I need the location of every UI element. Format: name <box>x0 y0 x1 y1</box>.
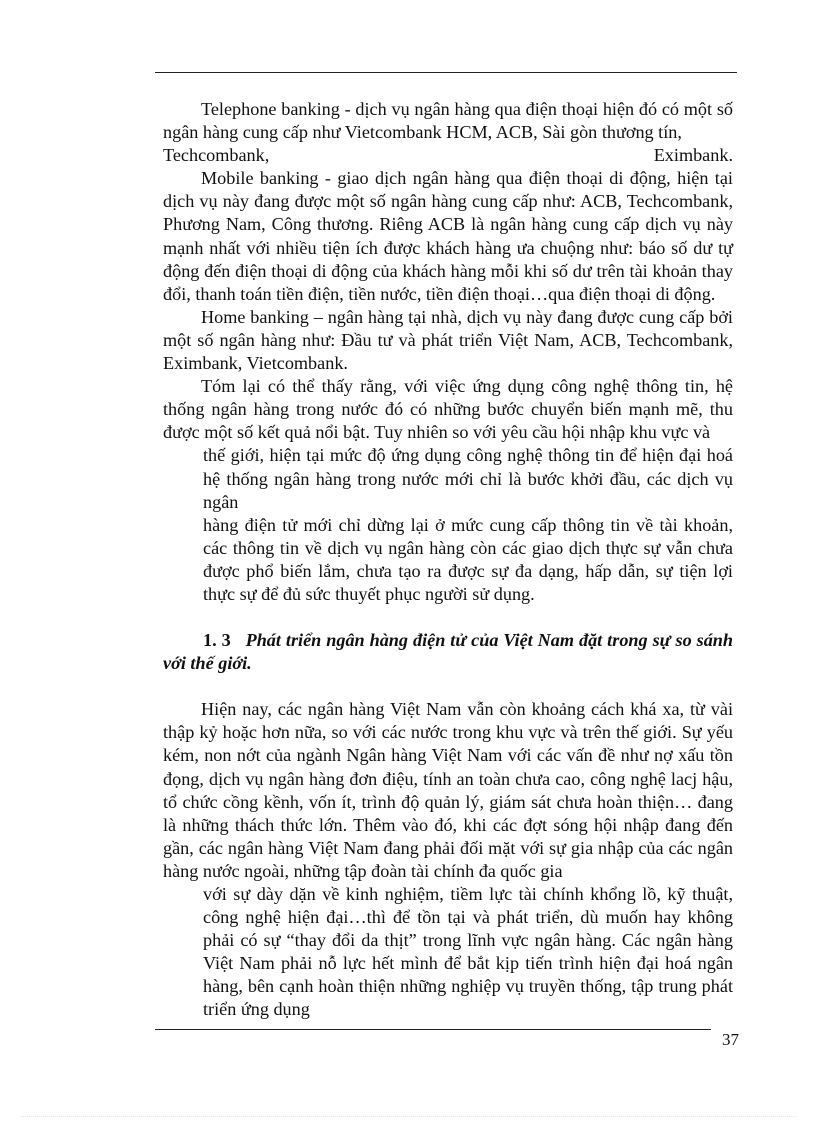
footer-rule <box>155 1029 711 1030</box>
telephone-tail-left: Techcombank, <box>163 145 270 166</box>
paragraph-home-banking: Home banking – ngân hàng tại nhà, dịch vụ này đang được cung cấp bởi một số ngân hàng như: Đầu tư và phát triển Việt Nam, ACB, Techcombank, Eximbank, Vietcombank. <box>163 306 733 374</box>
telephone-tail-right: Eximbank. <box>653 145 733 166</box>
body-text <box>163 98 733 1022</box>
section-heading <box>163 629 733 675</box>
paragraph-present-2: với sự dày dặn về kinh nghiệm, tiềm lực tài chính khổng lồ, kỹ thuật, công nghệ hiện đại…thì để tồn tại và phát triển, dù muốn hay không phải có sự “thay đổi da thịt” trong lĩnh vực ngân hàng. Các ngân hàng Việt Nam phải nỗ lực hết mình để bắt kịp tiến trình hiện đại hoá ngân hàng, bên cạnh hoàn thiện những nghiệp vụ truyền thống, tập trung phát triển ứng dụng <box>203 884 733 1020</box>
page-number: 37 <box>722 1030 739 1049</box>
header-rule <box>155 72 737 73</box>
page-edge <box>20 1116 796 1117</box>
paragraph-summary-2: thế giới, hiện tại mức độ ứng dụng công nghệ thông tin để hiện đại hoá hệ thống ngân hàng trong nước mới chỉ là bước khởi đầu, các dịch vụ ngân <box>203 445 733 512</box>
paragraph-mobile-banking: Mobile banking - giao dịch ngân hàng qua điện thoại di động, hiện tại dịch vụ này đang được một số ngân hàng cung cấp như: ACB, Techcombank, Phương Nam, Công thương. Riêng ACB là ngân hàng cung cấp dịch vụ này mạnh nhất với nhiều tiện ích được khách hàng ưa chuộng như: báo số dư tự động đến điện thoại di động của khách hàng mỗi khi số dư trên tài khoản thay đổi, thanh toán tiền điện, tiền nước, tiền điện thoại…qua điện thoại di động. <box>163 168 733 304</box>
paragraph-present-1: Hiện nay, các ngân hàng Việt Nam vẫn còn khoảng cách khá xa, từ vài thập kỷ hoặc hơn nữa, so với các nước trong khu vực và trên thế giới. Sự yếu kém, non nớt của ngành Ngân hàng Việt Nam với các vấn đề như nợ xấu tồn đọng, dịch vụ ngân hàng đơn điệu, tính an toàn chưa cao, công nghệ lacj hậu, tổ chức cồng kềnh, vốn ít, trình độ quản lý, giám sát chưa hoàn thiện… đang là những thách thức lớn. Thêm vào đó, khi các đợt sóng hội nhập đang đến gần, các ngân hàng Việt Nam đang phải đối mặt với sự gia nhập của các ngân hàng nước ngoài, những tập đoàn tài chính đa quốc gia <box>163 699 733 881</box>
paragraph-summary-3: hàng điện tử mới chỉ dừng lại ở mức cung cấp thông tin về tài khoản, các thông tin về dịch vụ ngân hàng còn các giao dịch thực sự vẫn chưa được phổ biến lắm, chưa tạo ra được sự đa dạng, hấp dẫn, sự tiện lợi thực sự để đủ sức thuyết phục người sử dụng. <box>203 514 733 604</box>
paragraph-telephone-banking: Telephone banking - dịch vụ ngân hàng qua điện thoại hiện đó có một số ngân hàng cung cấp như Vietcombank HCM, ACB, Sài gòn thương tín, <box>163 99 733 143</box>
paragraph-summary-1: Tóm lại có thể thấy rằng, với việc ứng dụng công nghệ thông tin, hệ thống ngân hàng trong nước đó có những bước chuyển biến mạnh mẽ, thu được một số kết quả nổi bật. Tuy nhiên so với yêu cầu hội nhập khu vực và <box>163 376 733 443</box>
section-title: Phát triển ngân hàng điện tử của Việt Nam đặt trong sự so sánh với thế giới. <box>163 630 734 674</box>
section-number: 1. 3 <box>203 630 231 651</box>
paragraph-telephone-banking-tail <box>163 144 733 167</box>
